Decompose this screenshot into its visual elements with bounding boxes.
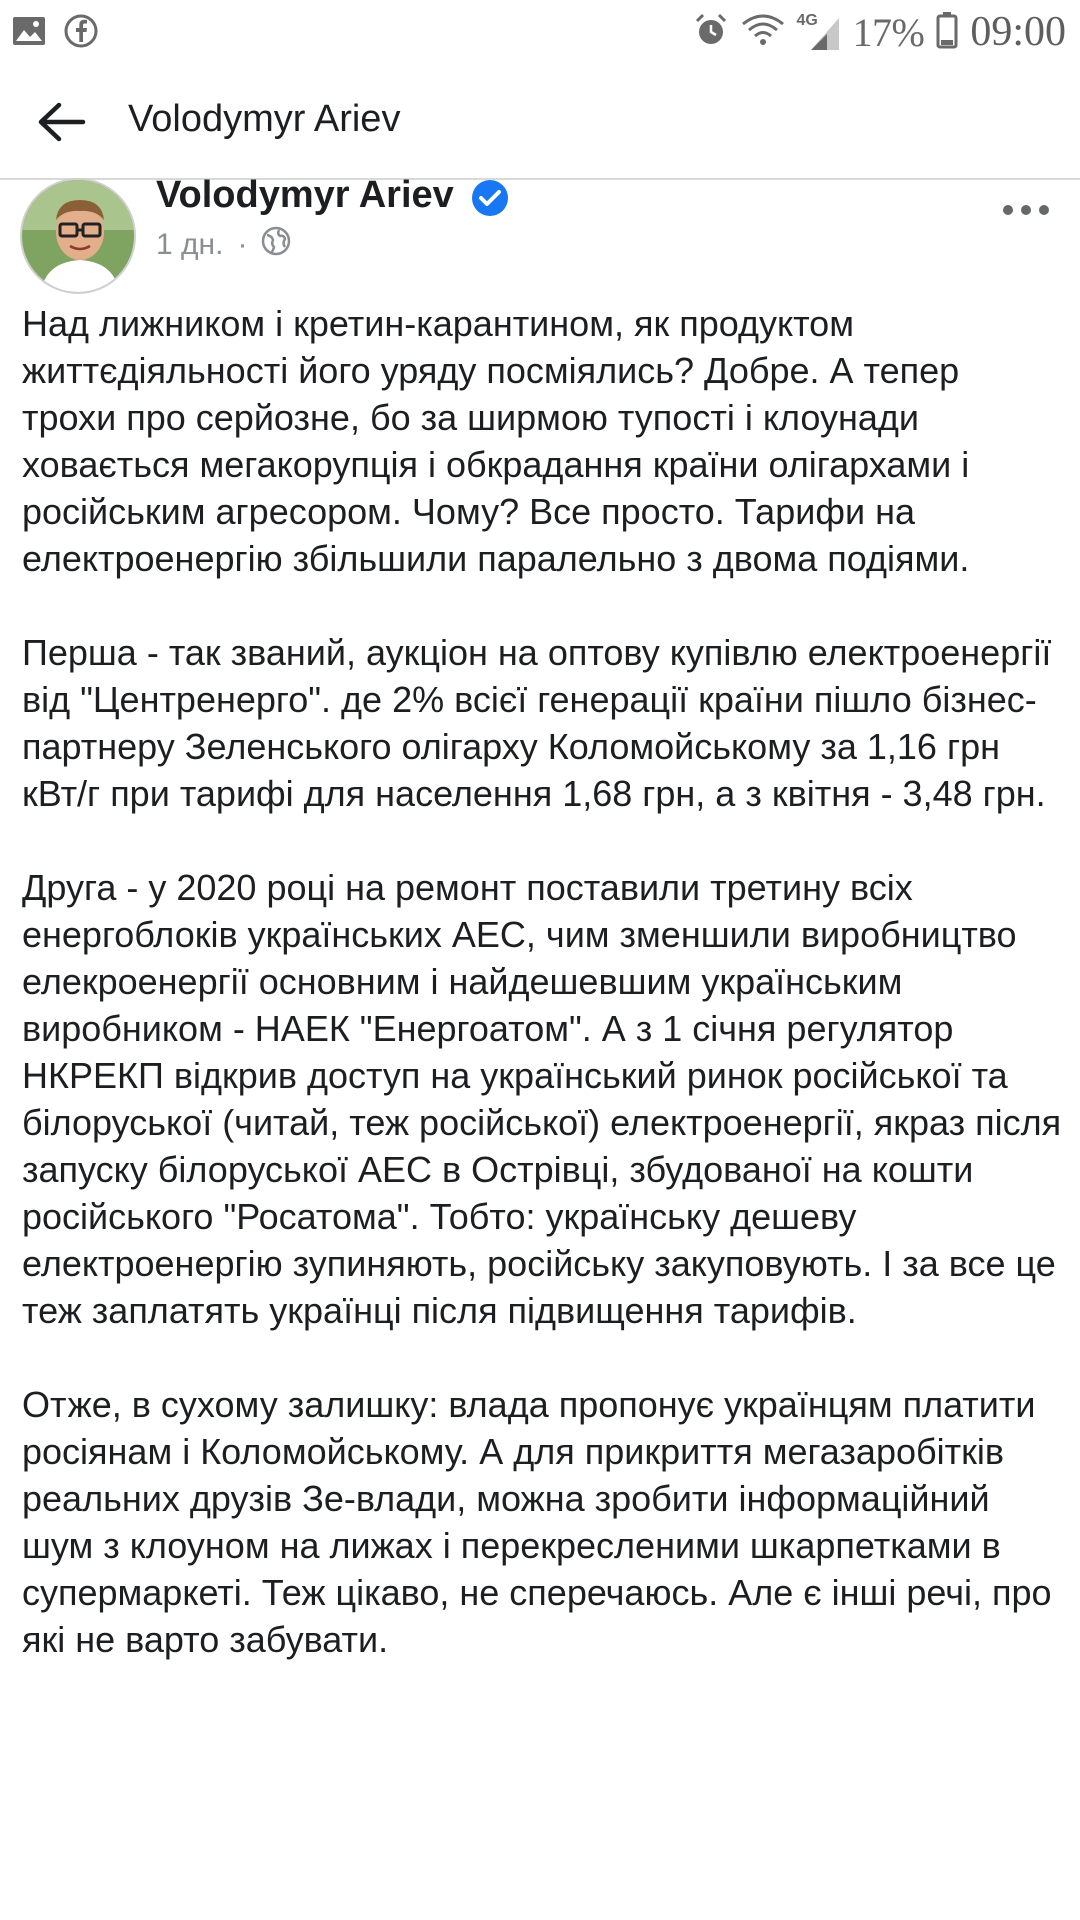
signal-icon — [797, 12, 841, 52]
more-dot-icon — [1039, 205, 1049, 215]
more-dot-icon — [1003, 205, 1013, 215]
post-meta — [156, 226, 291, 264]
post-body — [22, 300, 1062, 1710]
app-header — [0, 64, 1080, 180]
page-title: Volodymyr Ariev — [128, 98, 401, 140]
post-paragraph: Отже, в сухому залишку: влада пропонує українцям платити росіянам і Коломойському. А для прикриття мегазаробітків реальних друзів Зе-влади, можна зробити інформаційний шум з клоуном на лижах і перекресленими шкарпетками в супермаркеті. Теж цікаво, не сперечаюсь. Але є інші речі, про які не варто забувати. — [22, 1384, 1052, 1660]
gallery-icon — [12, 16, 46, 51]
back-button[interactable] — [28, 88, 96, 156]
wifi-icon — [741, 12, 785, 53]
post-paragraph: Друга - у 2020 році на ремонт поставили третину всіх енергоблоків українських АЕС, чим зменшили виробництво елекроенергії основним і найдешевшим українським виробником - НАЕК "Енергоатом". А з 1 січня регулятор НКРЕКП відкрив доступ на український ринок російської та білоруської (читай, теж російської) електроенергії, якраз після запуску білоруської АЕС в Острівці, збудованої на кошти російського "Росатома". Тобто: українську дешеву електроенергію зупиняють, російську закуповують. І за все це теж заплатять українці після підвищення тарифів. — [22, 867, 1062, 1331]
verified-badge-icon — [470, 178, 510, 218]
post-time[interactable]: 1 дн. — [156, 228, 224, 261]
arrow-left-icon — [37, 102, 87, 142]
meta-separator: · — [237, 228, 248, 261]
battery-percent: 17% — [852, 9, 925, 55]
post-paragraph: Перша - так званий, аукціон на оптову купівлю електроенергії від "Центренерго". де 2% всієї генерації країни пішло бізнес-партнеру Зеленського олігарху Коломойському за 1,16 грн кВт/г при тарифі для населення 1,68 грн, а з квітня - 3,48 грн. — [22, 632, 1052, 814]
more-dot-icon — [1021, 205, 1031, 215]
clock: 09:00 — [970, 9, 1066, 55]
network-type: 4G — [796, 12, 818, 29]
post-header — [0, 170, 1080, 280]
status-bar — [0, 0, 1080, 64]
globe-icon — [261, 226, 291, 264]
facebook-icon — [64, 14, 98, 53]
more-options-button[interactable] — [996, 190, 1056, 230]
alarm-icon — [693, 12, 729, 53]
author-name[interactable]: Volodymyr Ariev — [156, 174, 454, 216]
post-paragraph: Над лижником і кретин-карантином, як продуктом життєдіяльності його уряду посміялись? Добре. А тепер трохи про серйозне, бо за ширмою тупості і клоунади ховається мегакорупція і обкрадання країни олігархами і російським агресором. Чому? Все просто. Тарифи на електроенергію збільшили паралельно з двома подіями. — [22, 303, 970, 579]
battery-icon — [936, 11, 958, 54]
avatar[interactable] — [20, 178, 136, 294]
